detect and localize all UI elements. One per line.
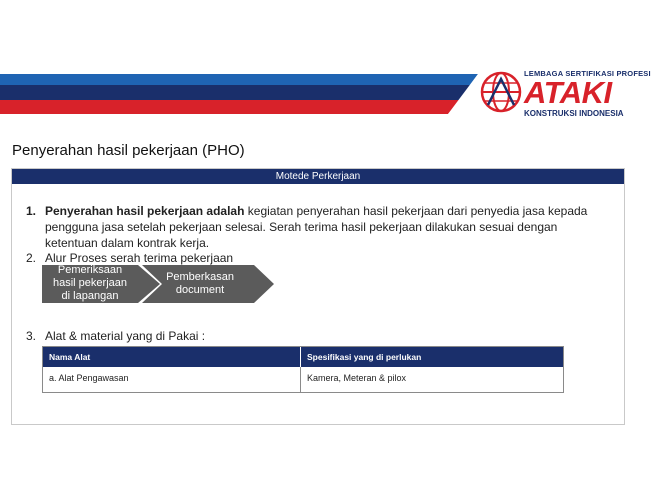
tools-table (42, 346, 564, 393)
logo-bottom-text: KONSTRUKSI INDONESIA (524, 109, 624, 118)
process-step-2 (148, 271, 252, 297)
item2-label: Alur Proses serah terima pekerjaan (45, 251, 234, 265)
step-2-line-2: document (175, 284, 225, 296)
table-cell: Kamera, Meteran & pilox (307, 373, 407, 383)
page-title: Penyerahan hasil pekerjaan (PHO) (12, 142, 245, 159)
table-header-spesifikasi: Spesifikasi yang di perlukan (301, 347, 563, 367)
step-1-line-3: di lapangan (61, 290, 119, 302)
step-2-line-1: Pemberkasan (166, 271, 234, 283)
logo-top-text: LEMBAGA SERTIFIKASI PROFESI (524, 69, 651, 78)
ataki-logo (480, 66, 651, 126)
item3-label: Alat & material yang di Pakai : (45, 329, 206, 343)
content-panel (11, 168, 625, 425)
logo-main-text: ATAKI (524, 75, 612, 110)
item-number: 1. (26, 204, 37, 218)
item-number: 3. (26, 329, 37, 343)
table-header-nama-alat: Nama Alat (43, 347, 301, 367)
list-item-1 (26, 203, 606, 251)
step-1-line-2: hasil pekerjaan (53, 277, 127, 289)
item-number: 2. (26, 251, 37, 265)
table-cell: a. Alat Pengawasan (43, 367, 301, 392)
process-step-1 (42, 264, 138, 303)
item1-text: kegiatan penyerahan hasil pekerjaan dari penyedia jasa kepada pengguna jasa setelah pekerjaan selesai. Serah terima hasil pekerjaan dilakukan sesuai dengan ketentuan dalam kontrak kerja. (45, 204, 588, 250)
step-1-line-1: Pemeriksaan (57, 264, 123, 276)
item1-bold-text: Penyerahan hasil pekerjaan adalah (45, 204, 245, 218)
panel-header: Motede Perkerjaan (12, 169, 624, 184)
globe-logo-icon (480, 71, 522, 113)
